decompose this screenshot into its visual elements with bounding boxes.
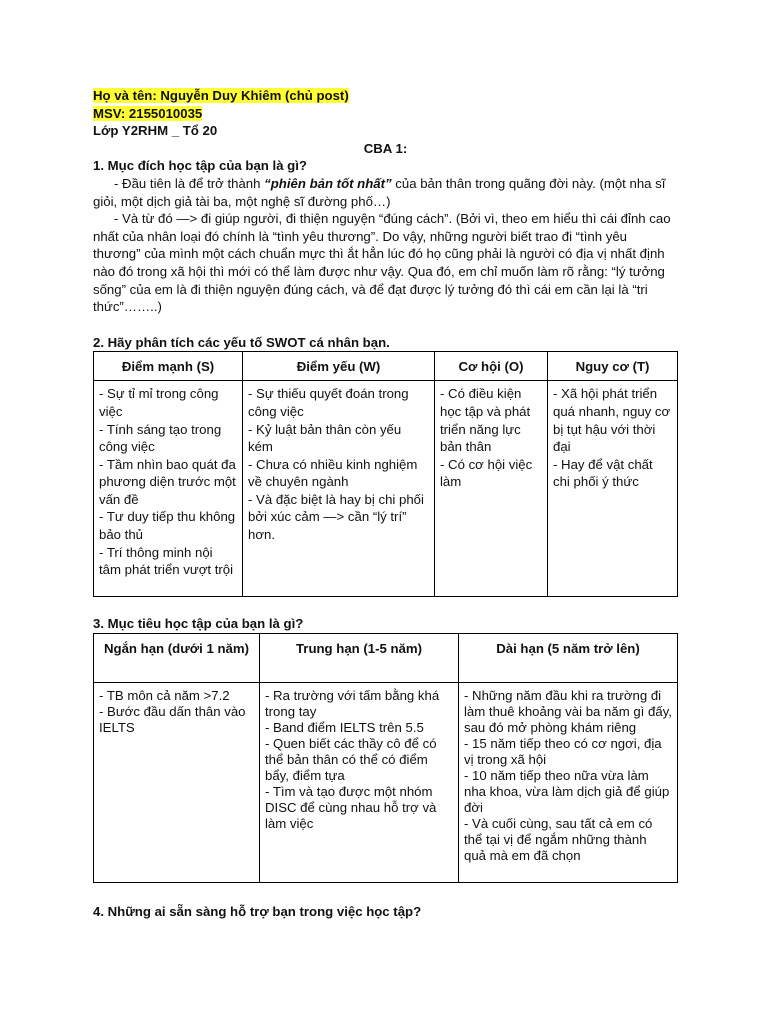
goals-header-mid-term: Trung hạn (1-5 năm) — [260, 633, 459, 682]
list-item: - Tính sáng tạo trong công việc — [99, 421, 222, 455]
list-item: - Tư duy tiếp thu không bảo thủ — [99, 509, 236, 543]
goals-header-short-term: Ngắn hạn (dưới 1 năm) — [94, 633, 260, 682]
goals-body-row — [94, 682, 678, 882]
list-item: - Hay để vật chất chi phối ý thức — [553, 456, 653, 490]
goals-header-long-term: Dài hạn (5 năm trở lên) — [459, 633, 678, 682]
list-item: - Kỷ luật bản thân còn yếu kém — [248, 421, 402, 455]
swot-header-row — [94, 352, 678, 381]
goals-table — [93, 633, 678, 883]
swot-table — [93, 351, 678, 597]
goals-header-row — [94, 633, 678, 682]
question-2-heading: 2. Hãy phân tích các yếu tố SWOT cá nhân bạn. — [93, 334, 390, 350]
student-id-line: MSV: 2155010035 — [93, 105, 203, 121]
goals-long-term-cell — [459, 682, 678, 882]
list-item: - 15 năm tiếp theo có cơ ngơi, địa vị trong xã hội — [464, 735, 662, 767]
question-1-heading: 1. Mục đích học tập của bạn là gì? — [93, 158, 307, 174]
list-item: - Ra trường với tấm bằng khá trong tay — [265, 687, 440, 719]
list-item: - Và cuối cùng, sau tất cả em có thể tại vị để ngắm những thành quả mà em đã chọn — [464, 815, 653, 863]
list-item: - Và đặc biệt là hay bị chi phối bởi xúc cảm —> cần “lý trí” hơn. — [248, 491, 424, 543]
list-item: - Xã hội phát triển quá nhanh, nguy cơ bị tụt hậu với thời đại — [553, 386, 671, 455]
swot-header-strengths: Điểm mạnh (S) — [94, 352, 243, 381]
list-item: - Có điều kiện học tập và phát triển năng lực bản thân — [440, 386, 531, 455]
list-item: - Chưa có nhiều kinh nghiệm về chuyên ngành — [248, 456, 418, 490]
document-title: CBA 1: — [363, 140, 408, 156]
swot-weaknesses-cell — [243, 381, 435, 597]
list-item: - Trí thông minh nội tâm phát triển vượt trội — [99, 544, 234, 578]
question-3-heading: 3. Mục tiêu học tập của bạn là gì? — [93, 616, 304, 632]
list-item: - Tìm và tạo được một nhóm DISC để cùng nhau hỗ trợ và làm việc — [265, 783, 437, 831]
document-page — [93, 87, 678, 921]
question-1-paragraph-1: - Đầu tiên là để trở thành “phiên bản tốt nhất” của bản thân trong quãng đời này. (một nha sĩ giỏi, một dịch giả tài ba, một nghệ sĩ đường phố…) — [93, 175, 666, 209]
list-item: - Sự tỉ mỉ trong công việc — [99, 386, 219, 419]
swot-header-opportunities: Cơ hội (O) — [435, 352, 548, 381]
list-item: - TB môn cả năm >7.2 — [99, 687, 230, 703]
list-item: - Quen biết các thầy cô để có thể bản thân có thể có điểm bẩy, điểm tựa — [265, 735, 437, 783]
list-item: - Có cơ hội việc làm — [440, 456, 533, 490]
class-line: Lớp Y2RHM _ Tổ 20 — [93, 123, 218, 139]
question-4-heading: 4. Những ai sẵn sàng hỗ trợ bạn trong việc học tập? — [93, 903, 422, 919]
list-item: - Bước đầu dấn thân vào IELTS — [99, 703, 246, 735]
swot-body-row — [94, 381, 678, 597]
goals-mid-term-cell — [260, 682, 459, 882]
swot-strengths-cell — [94, 381, 243, 597]
list-item: - Band điểm IELTS trên 5.5 — [265, 719, 424, 735]
question-1-paragraph-2: - Và từ đó —> đi giúp người, đi thiện nguyện “đúng cách”. (Bởi vì, theo em hiểu thì cái đỉnh cao nhất của nhân loại đó chính là “tình yêu thương”. Do vậy, những người biết trao đi “tình yêu thương” của mình một cách chuẩn mực thì ắt hẳn lúc đó họ cũng phải là người có địa vị nhất định nào đó trong xã hội thì mới có thể làm được như vậy. Qua đó, em chỉ muốn làm rõ rằng: “lý tưởng sống” của em là đi thiện nguyện đúng cách, và để đạt được lý tưởng đó thì cái em cần lại là “tri thức”……..) — [93, 211, 671, 315]
list-item: - Sự thiếu quyết đoán trong công việc — [248, 386, 409, 419]
swot-threats-cell — [548, 381, 678, 597]
list-item: - Tầm nhìn bao quát đa phương diện trước một vấn đề — [99, 456, 236, 507]
swot-header-weaknesses: Điểm yếu (W) — [243, 352, 435, 381]
swot-header-threats: Nguy cơ (T) — [548, 352, 678, 381]
swot-opportunities-cell — [435, 381, 548, 597]
goals-short-term-cell — [94, 682, 260, 882]
student-name-line: Họ và tên: Nguyễn Duy Khiêm (chủ post) — [93, 88, 349, 103]
list-item: - Những năm đầu khi ra trường đi làm thuê khoảng vài ba năm gì đấy, sau đó mở phòng khám riêng — [464, 687, 672, 735]
list-item: - 10 năm tiếp theo nữa vừa làm nha khoa, vừa làm dịch giả để giúp đời — [464, 767, 670, 815]
